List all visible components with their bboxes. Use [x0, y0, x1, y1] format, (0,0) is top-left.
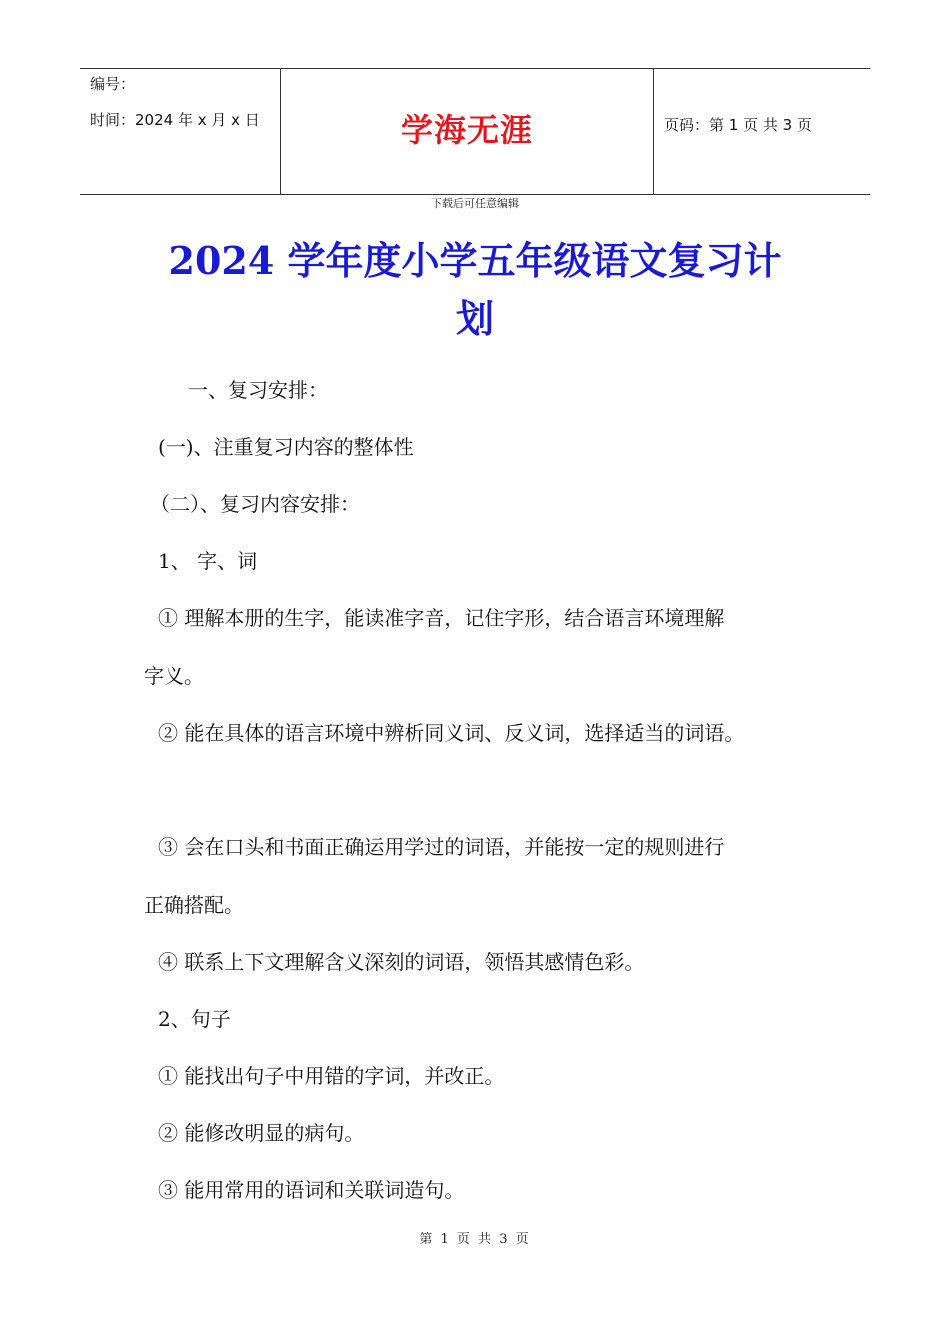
list-item-4: ④ 联系上下文理解含义深刻的词语，领悟其感情色彩。: [158, 950, 645, 974]
header-left-cell: [80, 69, 281, 194]
list-item-1-line-2: 字义。: [144, 664, 204, 688]
header-right-cell: [654, 69, 870, 194]
title-line-1: 2024 学年度小学五年级语文复习计: [168, 238, 782, 283]
date-label: 时间：2024 年 x 月 x 日: [90, 111, 260, 129]
serial-number-label: 编号：: [90, 75, 136, 93]
list-item-3-line-2: 正确搭配。: [144, 893, 244, 917]
list-item-3-line-1: ③ 会在口头和书面正确运用学过的词语，并能按一定的规则进行: [158, 835, 725, 859]
list-item-7: ③ 能用常用的语词和关联词造句。: [158, 1178, 465, 1202]
list-item-1-line-1: ① 理解本册的生字，能读准字音，记住字形，结合语言环境理解: [158, 606, 725, 630]
list-item-5: ① 能找出句子中用错的字词，并改正。: [158, 1064, 505, 1088]
document-header: [80, 68, 870, 195]
page-footer: 第 1 页 共 3 页: [419, 1232, 531, 1247]
subsection-2: （二）、复习内容安排：: [150, 492, 360, 516]
editable-note: 下载后可任意编辑: [431, 197, 519, 210]
subsection-1: (一)、注重复习内容的整体性: [158, 435, 414, 459]
list-item-2: ② 能在具体的语言环境中辨析同义词、反义词，选择适当的词语。: [158, 721, 745, 745]
item-heading-1: 1、 字、词: [158, 549, 258, 573]
title-line-2: 划: [455, 296, 494, 341]
header-middle-cell: [281, 69, 654, 194]
item-heading-2: 2、句子: [158, 1007, 231, 1031]
section-heading-1: 一、复习安排：: [188, 378, 328, 402]
page-number-label: 页码：第 1 页 共 3 页: [664, 116, 812, 134]
list-item-6: ② 能修改明显的病句。: [158, 1121, 365, 1145]
page-title: [140, 232, 810, 348]
brand-title: 学海无涯: [400, 111, 533, 149]
